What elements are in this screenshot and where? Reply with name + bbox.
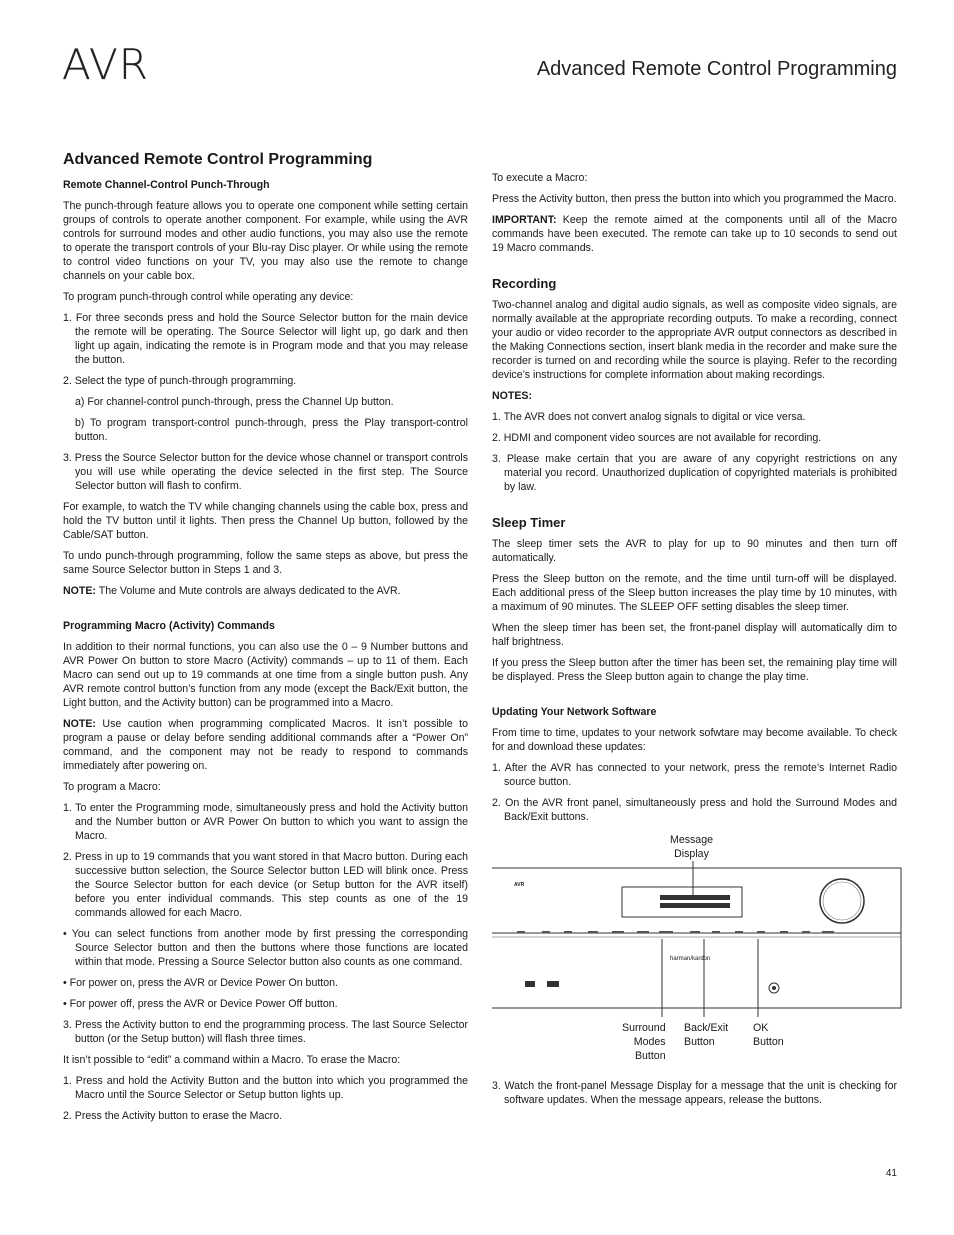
macro-step-3: 3. Press the Activity button to end the programming process. The last Source Selector button (or the Setup button) will flash three times. (63, 1019, 468, 1045)
note-label: NOTE: (63, 585, 96, 597)
punch-step-3: 3. Press the Source Selector button for the device whose channel or transport controls you will use while operating the device selected in the first step. The Source Selector button will flash to confirm. (63, 452, 468, 492)
exec-intro: To execute a Macro: (492, 172, 588, 184)
punch-para-4: To undo punch-through programming, follow the same steps as above, but press the same Source Selector button in Steps 1 and 3. (63, 550, 468, 576)
network-heading: Updating Your Network Software (492, 706, 657, 718)
punch-step-2: 2. Select the type of punch-through programming. (63, 375, 297, 387)
macro-erase-1: 1. Press and hold the Activity Button and the button into which you programmed the Macro until the Source Selector or Setup button lights up. (63, 1075, 468, 1101)
punch-note (63, 584, 468, 598)
recording-note-3: 3. Please make certain that you are aware of any copyright restrictions on any material you record. Unauthorized duplication of copyrighted materials is prohibited by law. (492, 453, 897, 493)
panel-brand-label: harman/kardon (670, 956, 711, 962)
left-column (63, 150, 468, 1130)
label-message-display: Message Display (670, 834, 713, 860)
macro-note (63, 717, 468, 773)
network-step-2: 2. On the AVR front panel, simultaneously press and hold the Surround Modes and Back/Exit buttons. (492, 797, 897, 823)
punch-para-3: For example, to watch the TV while changing channels using the cable box, press and hold the TV button until it lights. Then press the Channel Up button, followed by the Cable/SAT button. (63, 501, 468, 541)
notes-label: NOTES: (492, 390, 533, 402)
important-text: Keep the remote aimed at the components until all of the Macro commands have been executed. The remote can take up to 10 seconds to send out 19 Macro commands. (492, 214, 897, 254)
panel-model-label: AVR (514, 882, 525, 888)
note-text: The Volume and Mute controls are always dedicated to the AVR. (95, 585, 401, 597)
avr-logo: AVR (62, 40, 149, 89)
macro-bullet-3: • For power off, press the AVR or Device Power Off button. (63, 998, 338, 1010)
punch-step-2b: b) To program transport-control punch-through, press the Play transport-control button. (75, 417, 468, 443)
page-title: Advanced Remote Control Programming (63, 151, 373, 168)
recording-para: Two-channel analog and digital audio signals, as well as composite video signals, are normally available at the appropriate recording outputs. To make a recording, connect your audio or video recorder to the appropriate AVR output connectors as described in the Making Connections section, insert blank media in the recorder and make sure the recorder is turned on and recording while the source is playing. Refer to the recording device’s instructions for complete information about making recordings. (492, 299, 897, 381)
macro-bullet-2: • For power on, press the AVR or Device Power On button. (63, 977, 338, 989)
macro-para-1: In addition to their normal functions, you can also use the 0 – 9 Number buttons and AVR Power On button to store Macro (Activity) commands – up to 11 of them. Each Macro can send out up to 19 commands at one time from a single button push. Any AVR remote control button’s function from any mode (except the Back/Exit button, the Light button, and the Activity button) can be programmed into a Macro. (63, 641, 468, 709)
network-step-1: 1. After the AVR has connected to your network, press the remote’s Internet Radio source button. (492, 762, 897, 788)
recording-note-1: 1. The AVR does not convert analog signals to digital or vice versa. (492, 411, 806, 423)
punch-para-2: To program punch-through control while operating any device: (63, 291, 354, 303)
page-number: 41 (885, 1168, 897, 1179)
label-ok: OK Button (753, 1022, 784, 1048)
recording-note-2: 2. HDMI and component video sources are not available for recording. (492, 432, 822, 444)
macro-para-2: To program a Macro: (63, 781, 161, 793)
punch-through-heading: Remote Channel-Control Punch-Through (63, 179, 270, 191)
sleep-para-3: When the sleep timer has been set, the front-panel display will automatically dim to half brightness. (492, 622, 897, 648)
important-note (492, 213, 897, 255)
macro-erase-2: 2. Press the Activity button to erase the Macro. (63, 1110, 283, 1122)
recording-heading: Recording (492, 276, 557, 291)
header-section-title: Advanced Remote Control Programming (536, 58, 897, 80)
network-para: From time to time, updates to your network sofwtare may become available. To check for and download these updates: (492, 727, 897, 753)
punch-step-2a: a) For channel-control punch-through, press the Channel Up button. (75, 396, 394, 408)
punch-step-1: 1. For three seconds press and hold the Source Selector button for the main device the remote will be operating. The Source Selector will light up, go dark and then light up again, indicating the remote is in Program mode and that you may release the button. (63, 312, 468, 366)
sleep-heading: Sleep Timer (492, 515, 566, 530)
sleep-para-2: Press the Sleep button on the remote, and the time until turn-off will be displayed. Each additional press of the Sleep button increases the play time by 10 minutes, with a maximum of 90 minutes. The SLEEP OFF setting disables the sleep timer. (492, 573, 897, 613)
important-label: IMPORTANT: (492, 214, 557, 226)
label-surround-modes: Surround Modes Button (622, 1022, 666, 1062)
label-back-exit: Back/Exit Button (684, 1022, 729, 1048)
front-panel-figure (492, 831, 902, 1071)
macro-step-1: 1. To enter the Programming mode, simultaneously press and hold the Activity button and the Number button or AVR Power On button to which you want to assign the Macro. (63, 802, 468, 842)
network-step-3: 3. Watch the front-panel Message Display for a message that the unit is checking for software updates. When the message appears, release the buttons. (492, 1080, 897, 1106)
sleep-para-1: The sleep timer sets the AVR to play for up to 90 minutes and then turn off automatically. (492, 538, 897, 564)
macro-para-3: It isn’t possible to “edit” a command within a Macro. To erase the Macro: (63, 1054, 401, 1066)
macro-step-2: 2. Press in up to 19 commands that you want stored in that Macro button. During each successive button selection, the Source Selector button LED will blink once. Press the Source Selector button for each device (or Setup button for the AVR itself) before you enter individual commands. This step counts as one of the 19 commands allowed for each Macro. (63, 851, 468, 919)
right-column (492, 171, 897, 1114)
punch-para-1: The punch-through feature allows you to operate one component while setting certain groups of controls to operate another component. For example, while using the AVR controls for surround modes and other audio functions, you may also use the remote to operate the transport controls of your Blu-ray Disc player. Or while using the remote to control video functions on your TV, you may also use the remote to change channels on your cable box. (63, 200, 468, 282)
sleep-para-4: If you press the Sleep button after the timer has been set, the remaining play time will be displayed. Press the Sleep button again to change the play time. (492, 657, 897, 683)
macro-bullet-1: • You can select functions from another mode by first pressing the corresponding Source Selector button and then the buttons where those functions are located within that mode. Pressing a Source Selector button also counts as one command. (63, 928, 468, 968)
note-label: NOTE: (63, 718, 96, 730)
exec-para: Press the Activity button, then press the button into which you programmed the Macro. (492, 193, 897, 205)
note-text: Use caution when programming complicated Macros. It isn’t possible to program a pause or delay before sending additional commands after a “Power On” command, and the component may not be ready to respond to commands immediately after powering on. (63, 718, 468, 772)
macro-heading: Programming Macro (Activity) Commands (63, 620, 275, 632)
